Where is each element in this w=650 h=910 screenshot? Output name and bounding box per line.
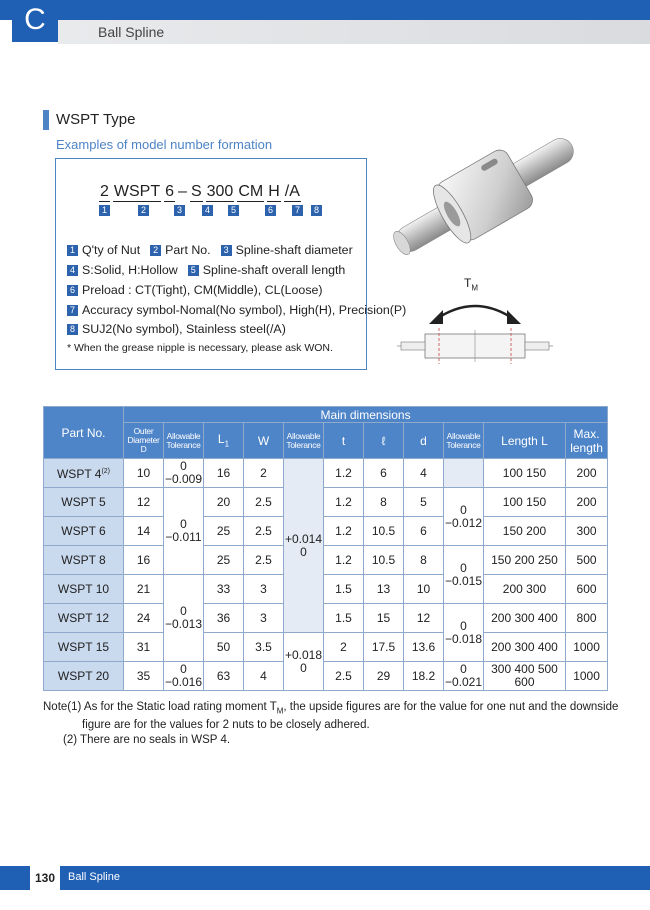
cell-part: WSPT 10 bbox=[44, 575, 124, 604]
legend-text-8: SUJ2(No symbol), Stainless steel(/A) bbox=[82, 322, 286, 336]
top-banner bbox=[0, 0, 650, 20]
cell-tol-d-4 bbox=[164, 662, 204, 691]
table-row bbox=[44, 604, 608, 633]
badge-4: 4 bbox=[202, 205, 213, 216]
cell-tol-small-d-2 bbox=[444, 546, 484, 604]
tol-lower: −0.013 bbox=[164, 617, 203, 631]
header-t: t bbox=[324, 423, 364, 459]
cell-d-outer: 21 bbox=[124, 575, 164, 604]
header-tolerance-w: Allowable Tolerance bbox=[284, 423, 324, 459]
section-marker bbox=[43, 110, 49, 130]
cell-w: 2.5 bbox=[244, 517, 284, 546]
section-subtitle: Examples of model number formation bbox=[56, 137, 273, 152]
footer-title: Ball Spline bbox=[68, 871, 120, 883]
legend-line-1 bbox=[67, 243, 353, 257]
legend-line-2 bbox=[67, 263, 345, 277]
legend-badge-6: 6 bbox=[67, 285, 78, 296]
tol-lower: −0.009 bbox=[164, 472, 203, 486]
tol-upper: 0 bbox=[180, 517, 187, 531]
tol-upper: 0 bbox=[460, 502, 467, 517]
cell-t: 1.5 bbox=[324, 575, 364, 604]
cell-l1: 50 bbox=[204, 633, 244, 662]
tol-upper: 0 bbox=[460, 560, 467, 575]
cell-part: WSPT 12 bbox=[44, 604, 124, 633]
legend-badge-2: 2 bbox=[150, 245, 161, 256]
legend-text-1: Q'ty of Nut bbox=[82, 243, 141, 257]
cell-d-outer: 31 bbox=[124, 633, 164, 662]
header-l1-main: L bbox=[217, 432, 225, 447]
cell-max: 1000 bbox=[566, 662, 608, 691]
cell-tol-d-2 bbox=[164, 488, 204, 575]
cell-d-outer: 16 bbox=[124, 546, 164, 575]
cell-max: 200 bbox=[566, 459, 608, 488]
cell-w: 3.5 bbox=[244, 633, 284, 662]
legend-text-2: Part No. bbox=[165, 243, 211, 257]
cell-tol-d-1 bbox=[164, 459, 204, 488]
note-2: (2) There are no seals in WSP 4. bbox=[63, 734, 231, 747]
moment-label bbox=[464, 276, 478, 292]
code-part: WSPT bbox=[113, 182, 161, 200]
code-solid: S bbox=[190, 182, 202, 200]
cell-w: 3 bbox=[244, 575, 284, 604]
cell-max: 800 bbox=[566, 604, 608, 633]
moment-label-main: T bbox=[464, 276, 472, 290]
cell-l1: 25 bbox=[204, 517, 244, 546]
code-diameter: 6 bbox=[165, 182, 175, 200]
cell-ell: 29 bbox=[364, 662, 404, 691]
cell-t: 1.2 bbox=[324, 546, 364, 575]
tol-lower: −0.016 bbox=[164, 675, 203, 689]
chapter-badge: C bbox=[12, 0, 58, 42]
cell-length: 150 200 bbox=[484, 517, 566, 546]
ball-spline-illustration bbox=[385, 130, 585, 260]
cell-l1: 20 bbox=[204, 488, 244, 517]
tol-upper: 0 bbox=[180, 459, 187, 473]
cell-w: 4 bbox=[244, 662, 284, 691]
table-row bbox=[44, 517, 608, 546]
cell-ell: 10.5 bbox=[364, 546, 404, 575]
cell-part: WSPT 6 bbox=[44, 517, 124, 546]
legend-text-3: Spline-shaft diameter bbox=[235, 243, 353, 257]
code-qty: 2 bbox=[100, 182, 109, 200]
cell-tol-d-3 bbox=[164, 575, 204, 662]
cell-length: 100 150 bbox=[484, 488, 566, 517]
cell-l1: 33 bbox=[204, 575, 244, 604]
header-title: Ball Spline bbox=[98, 24, 165, 40]
cell-length: 200 300 400 bbox=[484, 604, 566, 633]
header-part-no: Part No. bbox=[44, 407, 124, 459]
cell-t: 2.5 bbox=[324, 662, 364, 691]
cell-w: 3 bbox=[244, 604, 284, 633]
table-row bbox=[44, 662, 608, 691]
header-max-length: Max. length bbox=[566, 423, 608, 459]
cell-part bbox=[44, 459, 124, 488]
cell-ell: 6 bbox=[364, 459, 404, 488]
legend-badge-4: 4 bbox=[67, 265, 78, 276]
legend-badge-5: 5 bbox=[188, 265, 199, 276]
code-preload: CM bbox=[238, 182, 264, 200]
cell-tol-small-d-1 bbox=[444, 488, 484, 546]
cell-max: 600 bbox=[566, 575, 608, 604]
tol-upper: 0 bbox=[460, 662, 467, 676]
cell-t: 1.5 bbox=[324, 604, 364, 633]
cell-d-outer: 35 bbox=[124, 662, 164, 691]
badge-1: 1 bbox=[99, 205, 110, 216]
note-1 bbox=[43, 700, 618, 718]
cell-small-d: 18.2 bbox=[404, 662, 444, 691]
cell-small-d: 6 bbox=[404, 517, 444, 546]
cell-l1: 63 bbox=[204, 662, 244, 691]
tol-upper: 0 bbox=[180, 662, 187, 676]
cell-small-d: 8 bbox=[404, 546, 444, 575]
cell-part: WSPT 8 bbox=[44, 546, 124, 575]
table-notes bbox=[43, 700, 618, 748]
code-material: /A bbox=[284, 182, 300, 200]
badge-3: 3 bbox=[174, 205, 185, 216]
tol-upper: +0.018 bbox=[284, 647, 323, 662]
tol-upper: 0 bbox=[460, 618, 467, 633]
dimensions-table bbox=[43, 406, 608, 691]
cell-small-d: 10 bbox=[404, 575, 444, 604]
cell-small-d: 12 bbox=[404, 604, 444, 633]
legend-badge-8: 8 bbox=[67, 324, 78, 335]
cell-max: 200 bbox=[566, 488, 608, 517]
legend-text-5: Spline-shaft overall length bbox=[202, 263, 346, 277]
badge-8: 8 bbox=[311, 205, 322, 216]
cell-tol-small-d-3 bbox=[444, 604, 484, 662]
cell-d-outer: 12 bbox=[124, 488, 164, 517]
legend-line-3 bbox=[67, 283, 323, 297]
legend-text-6: Preload : CT(Tight), CM(Middle), CL(Loose) bbox=[82, 283, 323, 297]
cell-length: 100 150 bbox=[484, 459, 566, 488]
header-w: W bbox=[244, 423, 284, 459]
cell-part: WSPT 20 bbox=[44, 662, 124, 691]
badge-5: 5 bbox=[228, 205, 239, 216]
cell-part: WSPT 15 bbox=[44, 633, 124, 662]
tol-lower: 0 bbox=[300, 660, 307, 675]
legend-badge-3: 3 bbox=[221, 245, 232, 256]
page-number: 130 bbox=[30, 866, 60, 890]
legend-text-7: Accuracy symbol-Nomal(No symbol), High(H), Precision(P) bbox=[82, 303, 407, 317]
tol-lower: −0.012 bbox=[444, 515, 483, 530]
cell-tol-small-d-empty bbox=[444, 459, 484, 488]
cell-ell: 10.5 bbox=[364, 517, 404, 546]
tol-upper: +0.014 bbox=[284, 531, 323, 546]
cell-length: 200 300 bbox=[484, 575, 566, 604]
cell-w: 2 bbox=[244, 459, 284, 488]
note-1-continued: figure are for the values for 2 nuts to be closely adhered. bbox=[82, 719, 370, 732]
header-l1-sub: 1 bbox=[224, 439, 230, 449]
cell-t: 1.2 bbox=[324, 459, 364, 488]
legend-line-5 bbox=[67, 322, 286, 336]
cell-t: 2 bbox=[324, 633, 364, 662]
cell-ell: 15 bbox=[364, 604, 404, 633]
header-main-dimensions: Main dimensions bbox=[124, 407, 608, 423]
cell-small-d: 5 bbox=[404, 488, 444, 517]
tol-lower: 0 bbox=[300, 544, 307, 559]
header-d: d bbox=[404, 423, 444, 459]
cell-d-outer: 14 bbox=[124, 517, 164, 546]
badge-2: 2 bbox=[138, 205, 149, 216]
cell-ell: 8 bbox=[364, 488, 404, 517]
header-tolerance-small-d: Allowable Tolerance bbox=[444, 423, 484, 459]
cell-small-d: 4 bbox=[404, 459, 444, 488]
code-dash: – bbox=[178, 183, 187, 200]
cell-length: 300 400 500 600 bbox=[484, 662, 566, 691]
cell-w: 2.5 bbox=[244, 546, 284, 575]
cell-t: 1.2 bbox=[324, 488, 364, 517]
table-row bbox=[44, 488, 608, 517]
legend-badge-1: 1 bbox=[67, 245, 78, 256]
tol-lower: −0.011 bbox=[165, 530, 202, 544]
badge-7: 7 bbox=[292, 205, 303, 216]
cell-tol-small-d-4 bbox=[444, 662, 484, 691]
header-length: Length L bbox=[484, 423, 566, 459]
cell-ell: 17.5 bbox=[364, 633, 404, 662]
table-row bbox=[44, 575, 608, 604]
cell-max: 1000 bbox=[566, 633, 608, 662]
legend-text-4: S:Solid, H:Hollow bbox=[82, 263, 178, 277]
part-note-ref: (2) bbox=[101, 468, 111, 475]
header-l1 bbox=[204, 423, 244, 459]
cell-max: 300 bbox=[566, 517, 608, 546]
table-row bbox=[44, 546, 608, 575]
cell-max: 500 bbox=[566, 546, 608, 575]
cell-small-d: 13.6 bbox=[404, 633, 444, 662]
note-1-sub: M bbox=[276, 706, 284, 716]
cell-l1: 36 bbox=[204, 604, 244, 633]
part-text: WSPT 4 bbox=[56, 467, 102, 481]
grease-note: * When the grease nipple is necessary, please ask WON. bbox=[67, 342, 333, 354]
cell-length: 200 300 400 bbox=[484, 633, 566, 662]
tol-upper: 0 bbox=[180, 604, 187, 618]
badge-6: 6 bbox=[265, 205, 276, 216]
cell-tol-w-2 bbox=[284, 633, 324, 691]
legend-line-4 bbox=[67, 303, 406, 317]
model-code bbox=[99, 182, 304, 202]
code-accuracy: H bbox=[268, 182, 280, 200]
header-ell: ℓ bbox=[364, 423, 404, 459]
code-length: 300 bbox=[206, 182, 234, 200]
legend-badge-7: 7 bbox=[67, 305, 78, 316]
cell-length: 150 200 250 bbox=[484, 546, 566, 575]
tol-lower: −0.021 bbox=[444, 675, 483, 689]
cell-tol-w-1 bbox=[284, 459, 324, 633]
note-1-prefix: Note(1) As for the Static load rating moment T bbox=[43, 701, 277, 713]
cell-l1: 25 bbox=[204, 546, 244, 575]
moment-label-sub: M bbox=[471, 283, 479, 293]
table-row bbox=[44, 633, 608, 662]
header-outer-diameter: Outer Diameter D bbox=[124, 423, 164, 459]
cell-l1: 16 bbox=[204, 459, 244, 488]
tol-lower: −0.015 bbox=[444, 573, 483, 588]
cell-t: 1.2 bbox=[324, 517, 364, 546]
cell-ell: 13 bbox=[364, 575, 404, 604]
note-1-rest: , the upside figures are for the value for one nut and the downside bbox=[283, 701, 619, 713]
tol-lower: −0.018 bbox=[444, 631, 483, 646]
section-title: WSPT Type bbox=[56, 111, 136, 128]
table-row bbox=[44, 459, 608, 488]
cell-w: 2.5 bbox=[244, 488, 284, 517]
cell-part: WSPT 5 bbox=[44, 488, 124, 517]
cell-d-outer: 10 bbox=[124, 459, 164, 488]
header-tolerance-d: Allowable Tolerance bbox=[164, 423, 204, 459]
cell-d-outer: 24 bbox=[124, 604, 164, 633]
